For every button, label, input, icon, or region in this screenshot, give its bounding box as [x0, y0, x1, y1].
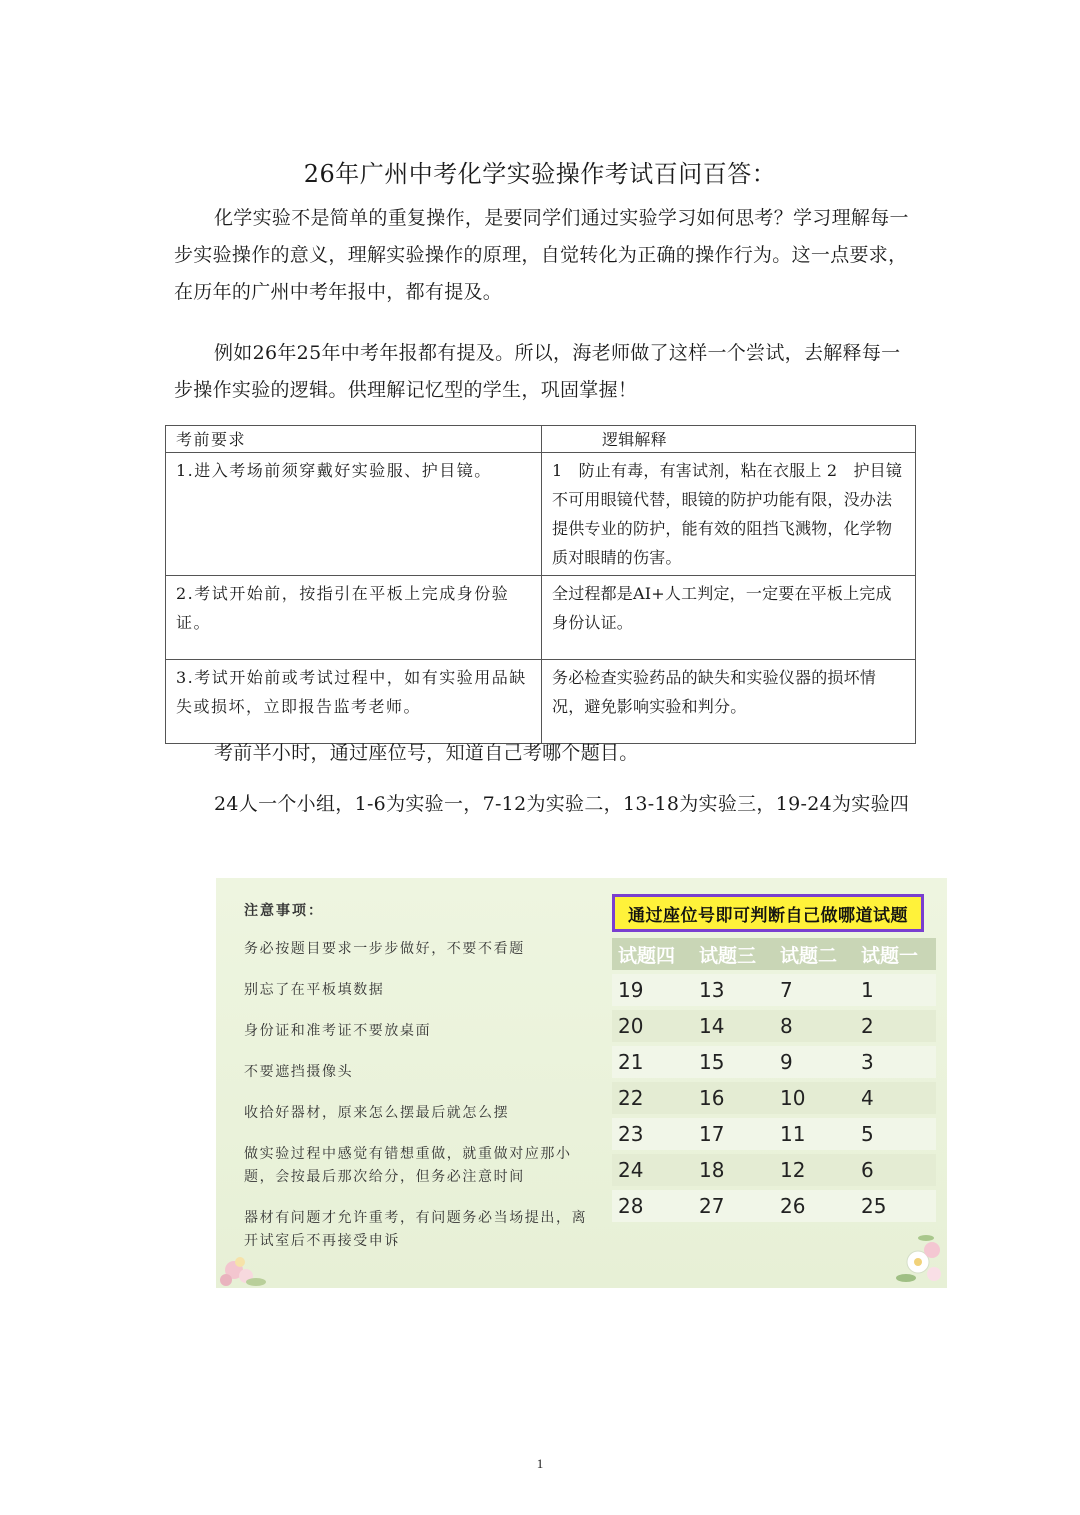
seat-cell: 15	[693, 1046, 774, 1078]
seat-header: 试题四	[612, 938, 693, 970]
requirement-cell: 2.考试开始前，按指引在平板上完成身份验证。	[166, 576, 542, 660]
seat-cell: 22	[612, 1082, 693, 1114]
seat-cell: 23	[612, 1118, 693, 1150]
seat-row	[612, 974, 936, 1006]
seat-row	[612, 1118, 936, 1150]
table-header-row	[166, 426, 916, 453]
seat-cell: 19	[612, 974, 693, 1006]
seat-cell: 24	[612, 1154, 693, 1186]
seat-cell: 18	[693, 1154, 774, 1186]
requirements-table	[165, 425, 916, 744]
seat-cell: 4	[855, 1082, 936, 1114]
requirement-cell: 1.进入考场前须穿戴好实验服、护目镜。	[166, 453, 542, 576]
requirement-cell: 3.考试开始前或考试过程中，如有实验用品缺失或损坏，立即报告监考老师。	[166, 660, 542, 744]
seat-cell: 20	[612, 1010, 693, 1042]
example-paragraph	[174, 335, 914, 409]
header-requirement: 考前要求	[166, 426, 542, 453]
page-number: 1	[536, 1456, 544, 1471]
note-item: 身份证和准考证不要放桌面	[244, 1023, 432, 1039]
seat-cell: 2	[855, 1010, 936, 1042]
seat-cell: 8	[774, 1010, 855, 1042]
seat-cell: 26	[774, 1190, 855, 1222]
seat-banner: 通过座位号即可判断自己做哪道试题	[612, 894, 924, 932]
seat-cell: 16	[693, 1082, 774, 1114]
seat-header: 试题三	[693, 938, 774, 970]
flower-decoration-icon	[216, 1238, 276, 1288]
seat-row	[612, 1010, 936, 1042]
flower-decoration-icon	[896, 1226, 947, 1288]
table-row	[166, 576, 916, 660]
explanation-cell: 1 防止有毒，有害试剂，粘在衣服上 2 护目镜不可用眼镜代替，眼镜的防护功能有限，没办法提供专业的防护，能有效的阻挡飞溅物，化学物质对眼睛的伤害。	[542, 453, 916, 576]
note-item: 别忘了在平板填数据	[244, 982, 385, 998]
document-title: 26年广州中考化学实验操作考试百问百答：	[303, 160, 777, 188]
seat-cell: 6	[855, 1154, 936, 1186]
explanation-cell: 全过程都是AI+人工判定，一定要在平板上完成身份认证。	[542, 576, 916, 660]
header-explanation: 逻辑解释	[542, 426, 916, 453]
notes-list	[244, 900, 614, 1271]
seat-header: 试题二	[774, 938, 855, 970]
seat-cell: 11	[774, 1118, 855, 1150]
seat-text: 考前半小时，通过座位号，知道自己考哪个题目。	[214, 742, 639, 764]
note-item: 务必按题目要求一步步做好，不要不看题	[244, 941, 525, 957]
table-row	[166, 453, 916, 576]
seat-cell: 3	[855, 1046, 936, 1078]
seat-cell: 27	[693, 1190, 774, 1222]
seat-cell: 14	[693, 1010, 774, 1042]
notes-title: 注意事项：	[244, 903, 324, 919]
seat-row	[612, 1154, 936, 1186]
seat-row	[612, 1190, 936, 1222]
seat-row	[612, 1046, 936, 1078]
seat-paragraph	[174, 735, 914, 772]
seat-cell: 25	[855, 1190, 936, 1222]
seat-cell: 5	[855, 1118, 936, 1150]
intro-text: 化学实验不是简单的重复操作，是要同学们通过实验学习如何思考？学习理解每一步实验操作的意义，理解实验操作的原理，自觉转化为正确的操作行为。这一点要求，在历年的广州中考年报中，都有提及。	[174, 207, 909, 303]
explanation-cell: 务必检查实验药品的缺失和实验仪器的损坏情况，避免影响实验和判分。	[542, 660, 916, 744]
seat-cell: 13	[693, 974, 774, 1006]
seat-header: 试题一	[855, 938, 936, 970]
notice-image	[216, 878, 947, 1288]
group-paragraph	[174, 786, 914, 823]
seat-cell: 17	[693, 1118, 774, 1150]
seat-table	[612, 934, 936, 1226]
seat-cell: 10	[774, 1082, 855, 1114]
example-text: 例如26年25年中考年报都有提及。所以，海老师做了这样一个尝试，去解释每一步操作实验的逻辑。供理解记忆型的学生，巩固掌握！	[174, 342, 901, 401]
table-row	[166, 660, 916, 744]
seat-cell: 12	[774, 1154, 855, 1186]
group-text: 24人一个小组，1-6为实验一，7-12为实验二，13-18为实验三，19-24为实验四	[214, 793, 910, 815]
seat-cell: 21	[612, 1046, 693, 1078]
seat-cell: 9	[774, 1046, 855, 1078]
note-item: 做实验过程中感觉有错想重做，就重做对应那小题，会按最后那次给分，但务必注意时间	[244, 1146, 572, 1185]
seat-cell: 1	[855, 974, 936, 1006]
seat-row	[612, 1082, 936, 1114]
note-item: 不要遮挡摄像头	[244, 1064, 354, 1080]
note-item: 收拾好器材，原来怎么摆最后就怎么摆	[244, 1105, 510, 1121]
note-item: 器材有问题才允许重考，有问题务必当场提出，离开试室后不再接受申诉	[244, 1210, 588, 1249]
seat-cell: 28	[612, 1190, 693, 1222]
seat-header-row	[612, 938, 936, 970]
seat-cell: 7	[774, 974, 855, 1006]
intro-paragraph	[174, 200, 914, 311]
